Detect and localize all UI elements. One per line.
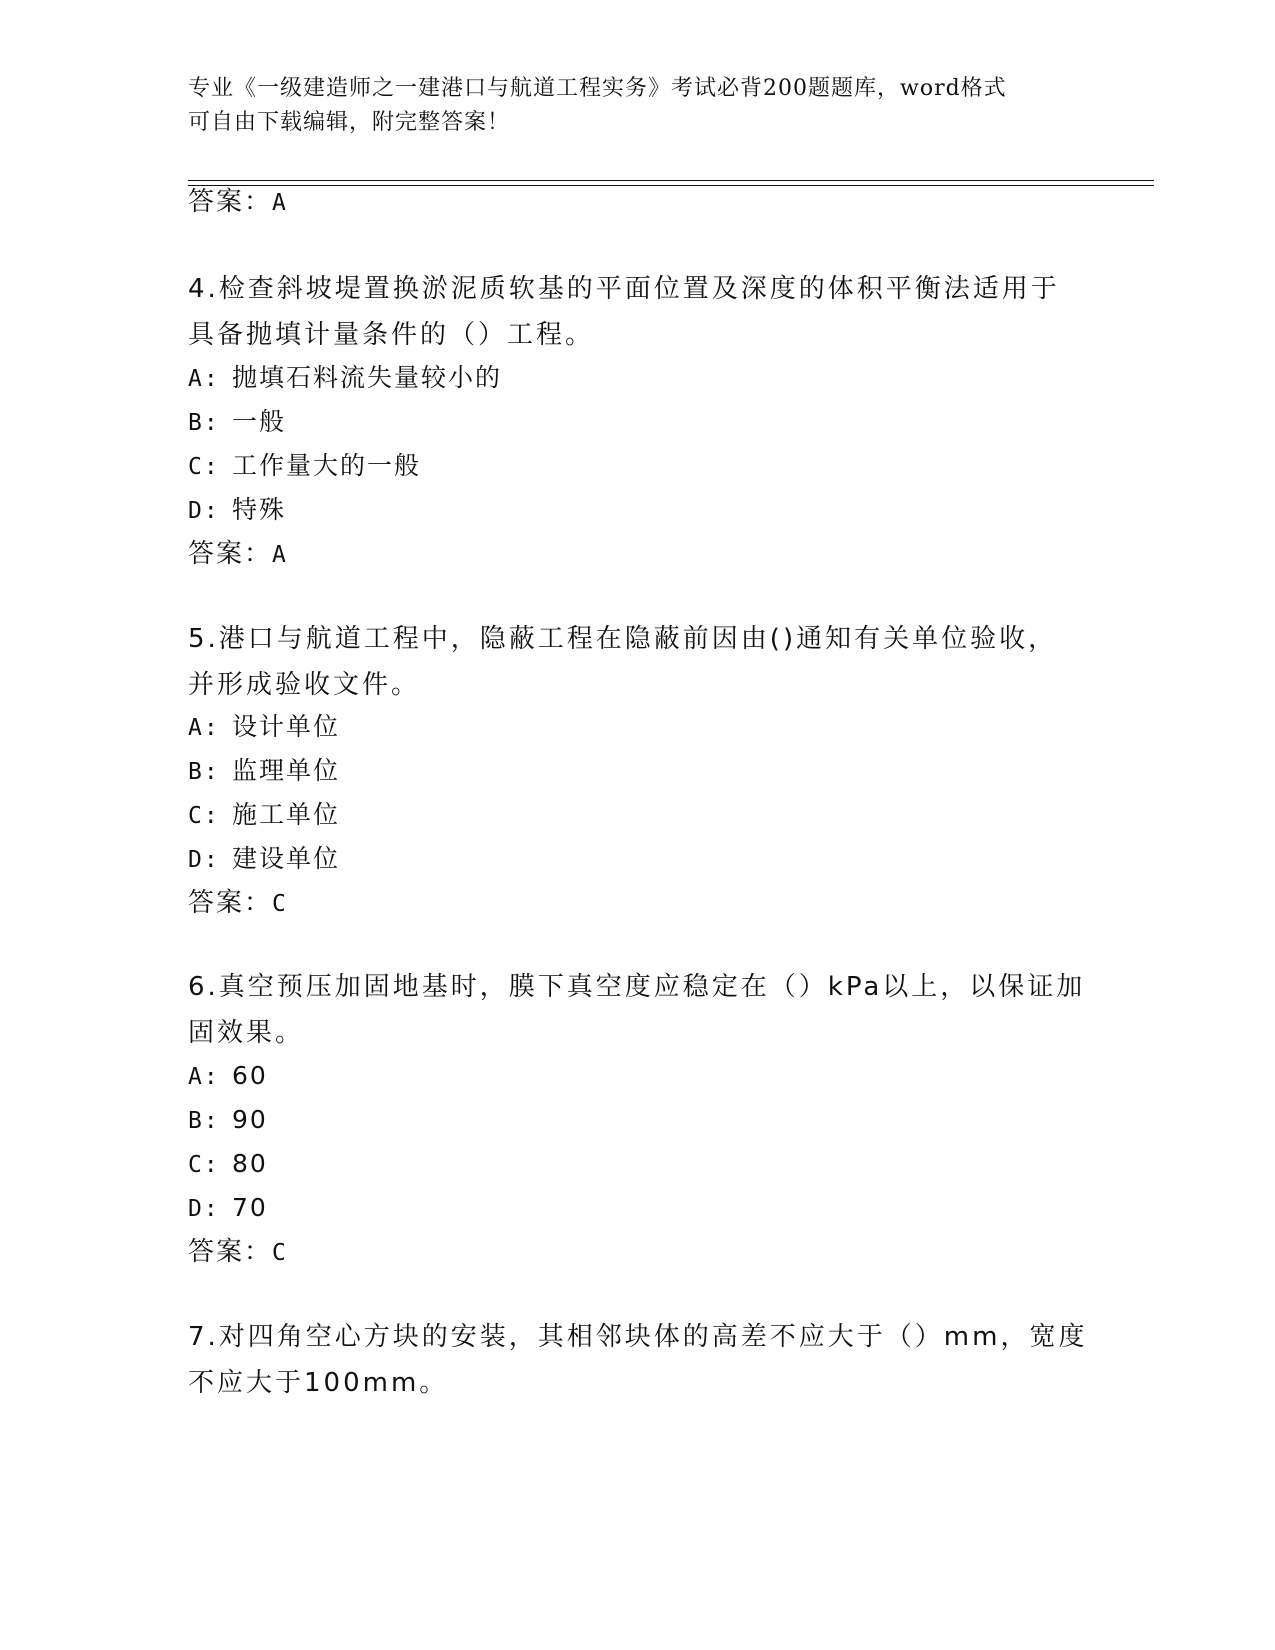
option-key: A: xyxy=(188,366,220,392)
question-7-line-2: 不应大于100mm。 xyxy=(188,1368,449,1398)
question-6-stem xyxy=(188,964,1085,1056)
option-text: 设计单位 xyxy=(232,712,341,741)
answer-value: A xyxy=(272,190,288,216)
option-text: 抛填石料流失量较小的 xyxy=(232,363,503,392)
answer-label: 答案： xyxy=(188,187,273,217)
option-key: D: xyxy=(188,498,220,524)
option-text: 一般 xyxy=(232,407,287,436)
question-5-option-b xyxy=(188,755,340,788)
option-text: 80 xyxy=(232,1149,268,1178)
option-text: 60 xyxy=(232,1061,268,1090)
option-key: C: xyxy=(188,454,220,480)
answer-value: A xyxy=(272,542,288,568)
option-text: 工作量大的一般 xyxy=(232,451,422,480)
question-4-line-2: 具备抛填计量条件的（）工程。 xyxy=(188,320,595,350)
question-4-option-b xyxy=(188,406,286,439)
answer-label: 答案： xyxy=(188,539,273,569)
question-5-answer xyxy=(188,887,288,920)
question-5-line-1: 5.港口与航道工程中，隐蔽工程在隐蔽前因由()通知有关单位验收， xyxy=(188,624,1058,654)
header-title-line-2: 可自由下载编辑，附完整答案！ xyxy=(188,110,511,135)
question-4-option-a xyxy=(188,362,502,395)
question-6-line-1: 6.真空预压加固地基时，膜下真空度应稳定在（）kPa以上，以保证加 xyxy=(188,972,1086,1002)
question-4-option-c xyxy=(188,450,421,483)
header-divider-top xyxy=(188,180,1154,181)
question-5-option-c xyxy=(188,799,340,832)
option-text: 90 xyxy=(232,1105,268,1134)
question-5-option-a xyxy=(188,711,340,744)
option-key: A: xyxy=(188,715,220,741)
question-6-line-2: 固效果。 xyxy=(188,1018,305,1048)
option-key: D: xyxy=(188,1196,220,1222)
option-key: B: xyxy=(188,1108,220,1134)
option-key: A: xyxy=(188,1064,220,1090)
option-text: 施工单位 xyxy=(232,800,341,829)
option-key: D: xyxy=(188,847,220,873)
question-5-stem xyxy=(188,616,1057,708)
question-4-option-d xyxy=(188,494,286,527)
option-text: 特殊 xyxy=(232,495,287,524)
option-key: B: xyxy=(188,759,220,785)
option-text: 70 xyxy=(232,1193,268,1222)
question-6-option-b xyxy=(188,1104,268,1137)
question-7-stem xyxy=(188,1314,1087,1406)
header-divider-bottom xyxy=(188,185,1154,186)
question-6-option-c xyxy=(188,1148,268,1181)
option-key: C: xyxy=(188,1152,220,1178)
option-text: 建设单位 xyxy=(232,844,341,873)
question-4-line-1: 4.检查斜坡堤置换淤泥质软基的平面位置及深度的体积平衡法适用于 xyxy=(188,274,1060,304)
answer-label: 答案： xyxy=(188,1237,273,1267)
question-6-option-d xyxy=(188,1192,268,1225)
question-4-answer xyxy=(188,538,288,571)
question-7-line-1: 7.对四角空心方块的安装，其相邻块体的高差不应大于（）mm，宽度 xyxy=(188,1322,1088,1352)
answer-label: 答案： xyxy=(188,888,273,918)
header-title-line-1: 专业《一级建造师之一建港口与航道工程实务》考试必背200题题库，word格式 xyxy=(188,76,1007,101)
option-text: 监理单位 xyxy=(232,756,341,785)
question-5-line-2: 并形成验收文件。 xyxy=(188,670,421,700)
question-6-option-a xyxy=(188,1060,268,1093)
question-5-option-d xyxy=(188,843,340,876)
answer-line-prev xyxy=(188,186,288,219)
question-6-answer xyxy=(188,1236,288,1269)
option-key: B: xyxy=(188,410,220,436)
answer-value: C xyxy=(272,891,288,917)
question-4-stem xyxy=(188,266,1060,358)
document-header xyxy=(188,72,1088,140)
option-key: C: xyxy=(188,803,220,829)
answer-value: C xyxy=(272,1240,288,1266)
